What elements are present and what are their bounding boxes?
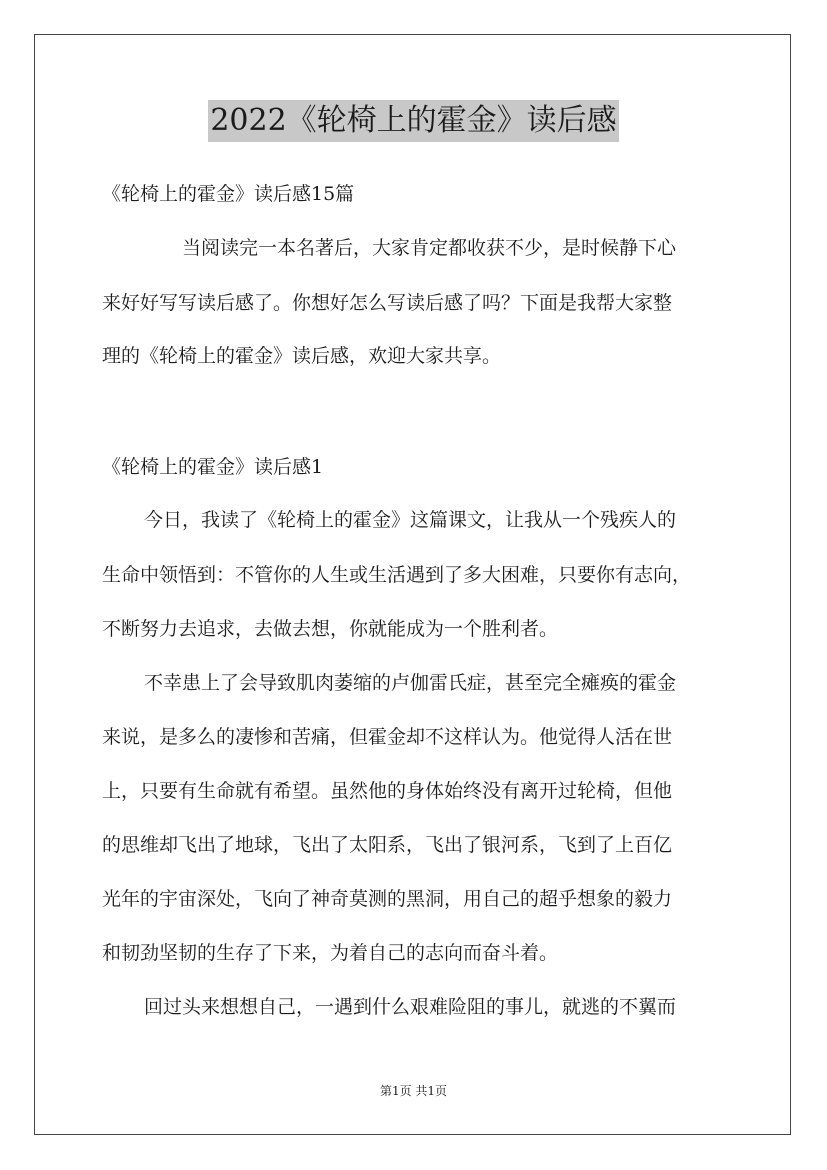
page-footer: 第1页 共1页 <box>379 1084 448 1098</box>
para1-line-2: 生命中领悟到：不管你的人生或生活遇到了多大困难，只要你有志向， <box>102 564 692 586</box>
para2-line-2: 来说，是多么的凄惨和苦痛，但霍金却不这样认为。他觉得人活在世 <box>102 726 673 748</box>
para1-line-1: 今日，我读了《轮椅上的霍金》这篇课文，让我从一个残疾人的 <box>144 509 677 531</box>
para1-line-3: 不断努力去追求，去做去想，你就能成为一个胜利者。 <box>102 618 559 640</box>
section-heading: 《轮椅上的霍金》读后感1 <box>102 456 324 478</box>
intro-line-1: 当阅读完一本名著后，大家肯定都收获不少，是时候静下心 <box>182 237 677 259</box>
subtitle: 《轮椅上的霍金》读后感15篇 <box>102 183 355 205</box>
para2-line-6: 和韧劲坚韧的生存了下来，为着自己的志向而奋斗着。 <box>102 942 559 964</box>
para2-line-4: 的思维却飞出了地球，飞出了太阳系，飞出了银河系，飞到了上百亿 <box>102 834 673 856</box>
intro-line-3: 理的《轮椅上的霍金》读后感，欢迎大家共享。 <box>102 345 502 367</box>
intro-line-2: 来好好写写读后感了。你想好怎么写读后感了吗？下面是我帮大家整 <box>102 292 673 314</box>
document-title: 2022《轮椅上的霍金》读后感 <box>208 100 618 142</box>
para2-line-1: 不幸患上了会导致肌肉萎缩的卢伽雷氏症，甚至完全瘫痪的霍金 <box>144 672 677 694</box>
para2-line-3: 上，只要有生命就有希望。虽然他的身体始终没有离开过轮椅，但他 <box>102 780 673 802</box>
title-container <box>0 100 827 142</box>
para2-line-5: 光年的宇宙深处，飞向了神奇莫测的黑洞，用自己的超乎想象的毅力 <box>102 888 673 910</box>
para3-line-1: 回过头来想想自己，一遇到什么艰难险阻的事儿，就逃的不翼而 <box>144 996 677 1018</box>
